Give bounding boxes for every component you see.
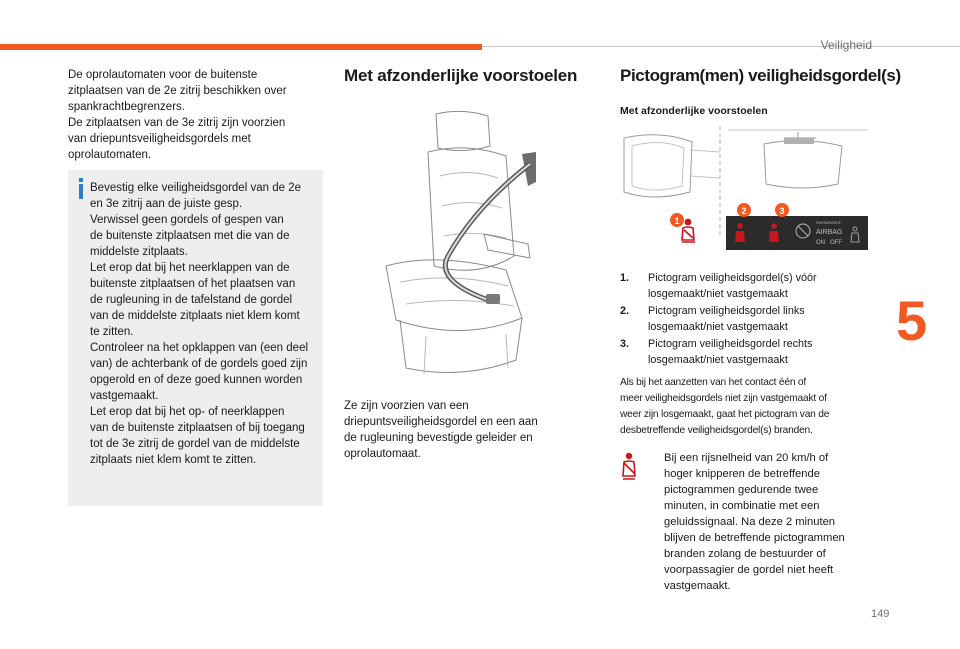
text-line: van de buitenste zitplaatsen of bij toegang xyxy=(90,422,305,434)
page-number: 149 xyxy=(871,608,890,620)
list-number: 3. xyxy=(620,338,630,350)
ignition-paragraph xyxy=(620,375,870,439)
text-line: Let erop dat bij het op- of neerklappen xyxy=(90,406,285,418)
chapter-number: 5 xyxy=(896,289,928,352)
list-number: 2. xyxy=(620,305,630,317)
text-line: middelste zitplaats. xyxy=(90,246,188,258)
backrest-outline xyxy=(428,148,514,270)
text-line: voorpassagier de gordel niet heeft xyxy=(664,564,834,576)
warning-text xyxy=(664,450,870,594)
text-line: De zitplaatsen van de 3e zitrij zijn voorzien xyxy=(68,117,286,129)
svg-text:2: 2 xyxy=(741,206,747,216)
list-item xyxy=(620,270,870,302)
text-line: De oprolautomaten voor de buitenste xyxy=(68,69,258,81)
rear-mirror-outline xyxy=(764,140,842,188)
text-line: Bevestig elke veiligheidsgordel van de 2e xyxy=(90,182,301,194)
text-line: spankrachtbegrenzers. xyxy=(68,101,185,113)
seat-belt-illustration xyxy=(366,106,542,382)
text-line: driepuntsveiligheidsgordel en een aan xyxy=(344,416,538,428)
text-line: minuten, in combinatie met een xyxy=(664,500,820,512)
text-line: Controleer na het opklappen van (een deel xyxy=(90,342,309,354)
info-icon xyxy=(78,178,84,199)
mirror-left-inner xyxy=(632,142,684,190)
text-line: Pictogram veiligheidsgordel links xyxy=(648,305,805,317)
list-item xyxy=(620,336,870,368)
text-line: Let erop dat bij het neerklappen van de xyxy=(90,262,290,274)
text-line: Verwissel geen gordels of gespen van xyxy=(90,214,284,226)
text-line: losgemaakt/niet vastgemaakt xyxy=(648,321,788,333)
text-line: branden zolang de bestuurder of xyxy=(664,548,826,560)
text-line: meer veiligheidsgordels niet zijn vastgemaakt of xyxy=(620,393,827,404)
header-accent-bar xyxy=(0,44,482,50)
text-line: van driepuntsveiligheidsgordels met xyxy=(68,133,251,145)
text-line: zitplaats niet klem komt te zitten. xyxy=(90,454,257,466)
text-line: de rugleuning bevestigde geleider en xyxy=(344,432,533,444)
text-line: pictogrammen gedurende twee xyxy=(664,484,819,496)
panel-label-passenger: PASSENGER xyxy=(816,220,841,225)
text-line: van) de achterbank of de gordels goed zijn xyxy=(90,358,308,370)
armrest-outline xyxy=(484,234,530,258)
text-line: vastgemaakt. xyxy=(664,580,731,592)
seat-belt-pictogram-front xyxy=(682,219,695,242)
belt-buckle xyxy=(486,294,500,304)
pictogram-panel xyxy=(726,216,868,250)
text-line: te zitten. xyxy=(90,326,134,338)
text-line: en 3e zitrij aan de juiste gesp. xyxy=(90,198,243,210)
text-line: Pictogram veiligheidsgordel rechts xyxy=(648,338,813,350)
text-line: tot de 3e zitrij de gordel van de middelste xyxy=(90,438,300,450)
text-line: geluidssignaal. Na deze 2 minuten xyxy=(664,516,836,528)
panel-label-off: OFF xyxy=(830,240,842,246)
overhead-display xyxy=(784,138,814,144)
text-line: hoger knipperen de betreffende xyxy=(664,468,820,480)
text-line: vastgemaakt. xyxy=(90,390,159,402)
headrest-outline xyxy=(436,111,490,150)
panel-label-on: ON xyxy=(816,240,825,246)
dashboard-pictogram-illustration xyxy=(620,126,868,254)
backrest-stitch xyxy=(440,172,506,238)
svg-text:1: 1 xyxy=(674,216,680,226)
seat-leg xyxy=(424,334,508,374)
callout-2 xyxy=(737,203,751,217)
callout-1 xyxy=(670,213,684,227)
svg-text:3: 3 xyxy=(779,206,785,216)
text-line: oprolautomaten. xyxy=(68,149,152,161)
text-line: blijven de betreffende pictogrammen xyxy=(664,532,845,544)
info-text xyxy=(90,180,320,468)
list-text xyxy=(648,303,870,335)
header-rule xyxy=(482,46,960,47)
text-line: Pictogram veiligheidsgordel(s) vóór xyxy=(648,272,817,284)
heading-pictograms: Pictogram(men) veiligheidsgordel(s) xyxy=(620,66,901,85)
callout-3 xyxy=(775,203,789,217)
text-line: losgemaakt/niet vastgemaakt xyxy=(648,354,788,366)
subheading-separate-front-seats: Met afzonderlijke voorstoelen xyxy=(620,105,768,117)
text-line: losgemaakt/niet vastgemaakt xyxy=(648,288,788,300)
list-text xyxy=(648,270,870,302)
panel-label-airbag: AIRBAG xyxy=(816,229,843,236)
col2-body xyxy=(344,398,564,462)
intro-text xyxy=(68,67,320,163)
pictogram-legend-list xyxy=(620,270,870,369)
text-line: desbetreffende veiligheidsgordel(s) branden. xyxy=(620,425,813,436)
list-text xyxy=(648,336,870,368)
text-line: weer zijn losgemaakt, gaat het pictogram van de xyxy=(620,409,830,420)
text-line: Bij een rijsnelheid van 20 km/h of xyxy=(664,452,829,464)
list-number: 1. xyxy=(620,272,630,284)
text-line: de buitenste zitplaatsen met die van de xyxy=(90,230,290,242)
text-line: zitplaatsen van de 2e zitrij beschikken over xyxy=(68,85,287,97)
text-line: oprolautomaat. xyxy=(344,448,421,460)
text-line: Ze zijn voorzien van een xyxy=(344,400,469,412)
text-line: de rugleuning in de tafelstand de gordel xyxy=(90,294,293,306)
text-line: opgerold en of deze goed kunnen worden xyxy=(90,374,303,386)
seat-belt-warning-icon xyxy=(620,452,638,482)
text-line: van de middelste zitplaats niet klem komt xyxy=(90,310,300,322)
list-item xyxy=(620,303,870,335)
heading-separate-front-seats: Met afzonderlijke voorstoelen xyxy=(344,66,578,85)
info-box xyxy=(68,170,323,506)
dashboard-line xyxy=(690,150,720,178)
cushion-outline xyxy=(386,260,522,331)
section-title: Veiligheid xyxy=(820,38,872,52)
text-line: Als bij het aanzetten van het contact één of xyxy=(620,377,807,388)
text-line: buitenste zitplaatsen of het plaatsen van xyxy=(90,278,296,290)
mirror-left-outline xyxy=(624,135,692,197)
